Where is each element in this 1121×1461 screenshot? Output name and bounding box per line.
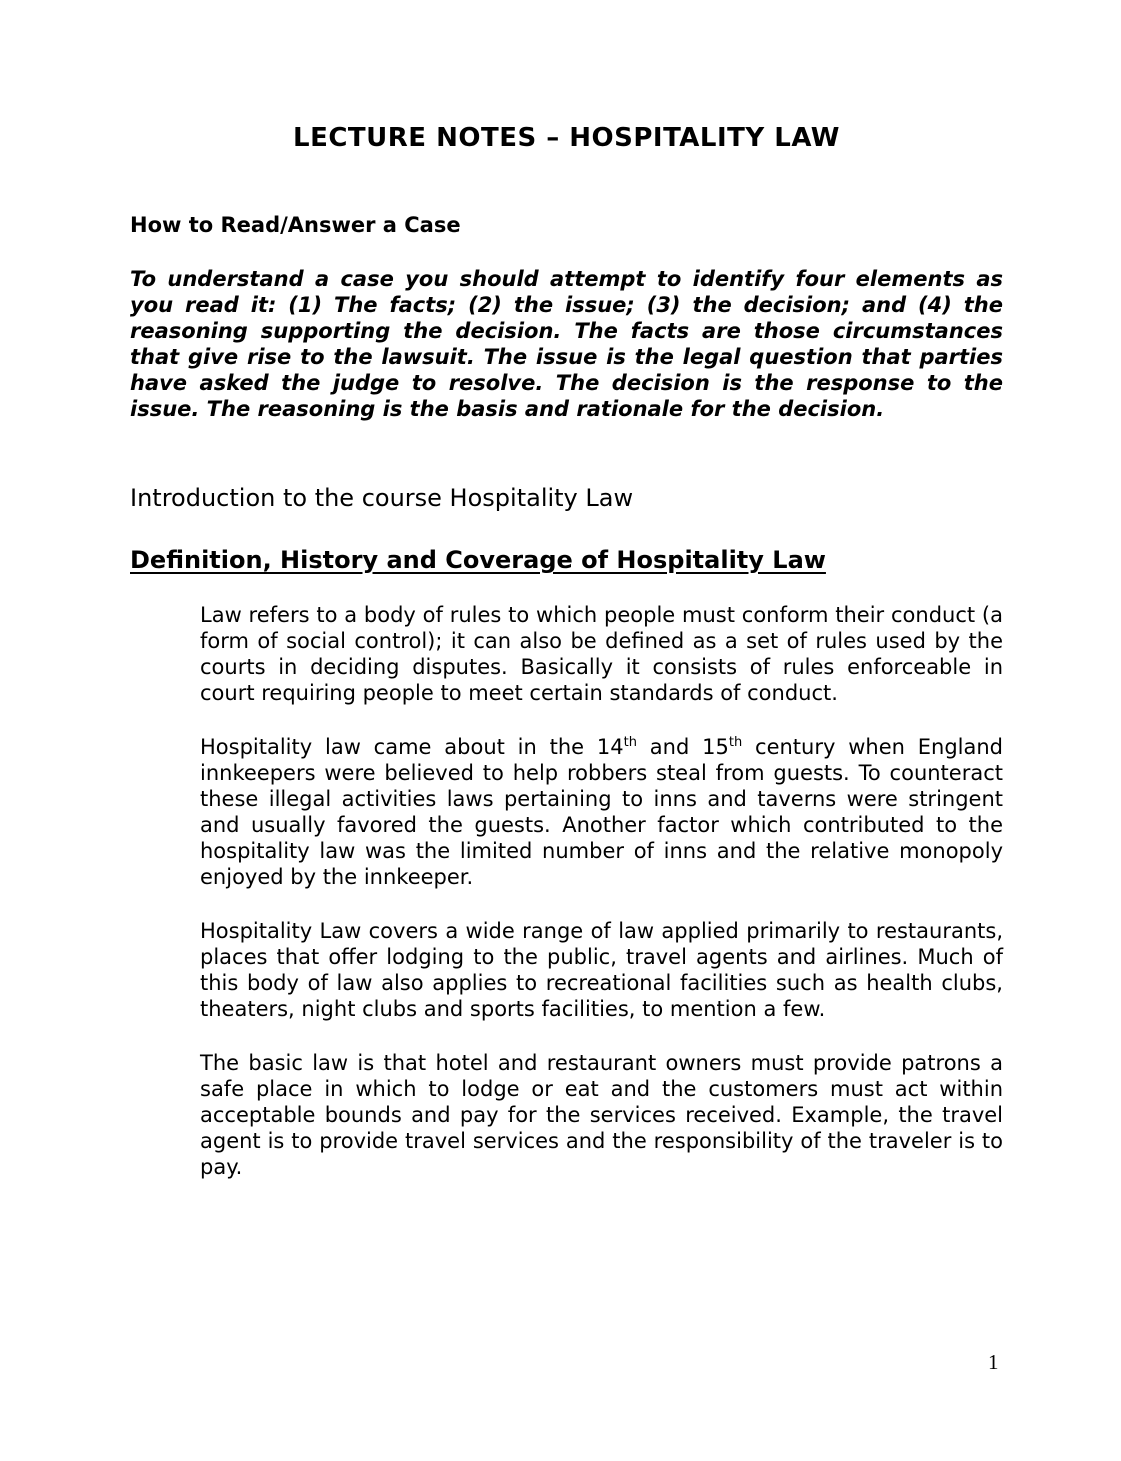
paragraph-basic-law: The basic law is that hotel and restaurant owners must provide patrons a safe place in which to lodge or eat and the customers must act within acceptable bounds and pay for the services received. Example, the travel agent is to provide travel services and the responsibility of the traveler is to pay. xyxy=(200,1051,1003,1179)
history-text-start: Hospitality law came about in the 14 xyxy=(200,735,624,759)
how-to-read-paragraph: To understand a case you should attempt to identify four elements as you read it: (1) The facts; (2) the issue; (3) the decision; and (4) the reasoning supporting the decision. The facts are those circumstances that give rise to the lawsuit. The issue is the legal question that parties have asked the judge to resolve. The decision is the response to the issue. The reasoning is the basis and rationale for the decision. xyxy=(130,267,1003,421)
definition-heading: Definition, History and Coverage of Hospitality Law xyxy=(130,546,826,574)
paragraph-history xyxy=(200,734,1003,890)
course-intro-line: Introduction to the course Hospitality Law xyxy=(130,484,634,512)
paragraph-coverage: Hospitality Law covers a wide range of law applied primarily to restaurants, places that offer lodging to the public, travel agents and airlines. Much of this body of law also applies to recreational facilities such as health clubs, theaters, night clubs and sports facilities, to mention a few. xyxy=(200,919,1003,1021)
page-number: 1 xyxy=(988,1350,999,1374)
history-text-end: century when England innkeepers were believed to help robbers steal from guests. To counteract these illegal activities laws pertaining to inns and taverns were stringent and usually favored the guests. Another factor which contributed to the hospitality law was the limited number of inns and the relative monopoly enjoyed by the innkeeper. xyxy=(200,735,1003,889)
ordinal-suffix-14th: th xyxy=(623,735,637,750)
paragraph-law-definition: Law refers to a body of rules to which people must conform their conduct (a form of social control); it can also be defined as a set of rules used by the courts in deciding disputes. Basically it consists of rules enforceable in court requiring people to meet certain standards of conduct. xyxy=(200,603,1003,705)
ordinal-suffix-15th: th xyxy=(728,735,743,750)
page-title: LECTURE NOTES – HOSPITALITY LAW xyxy=(293,123,840,153)
history-text-middle: and 15 xyxy=(637,735,729,759)
document-content xyxy=(130,0,1003,1180)
how-to-read-heading: How to Read/Answer a Case xyxy=(130,213,461,237)
